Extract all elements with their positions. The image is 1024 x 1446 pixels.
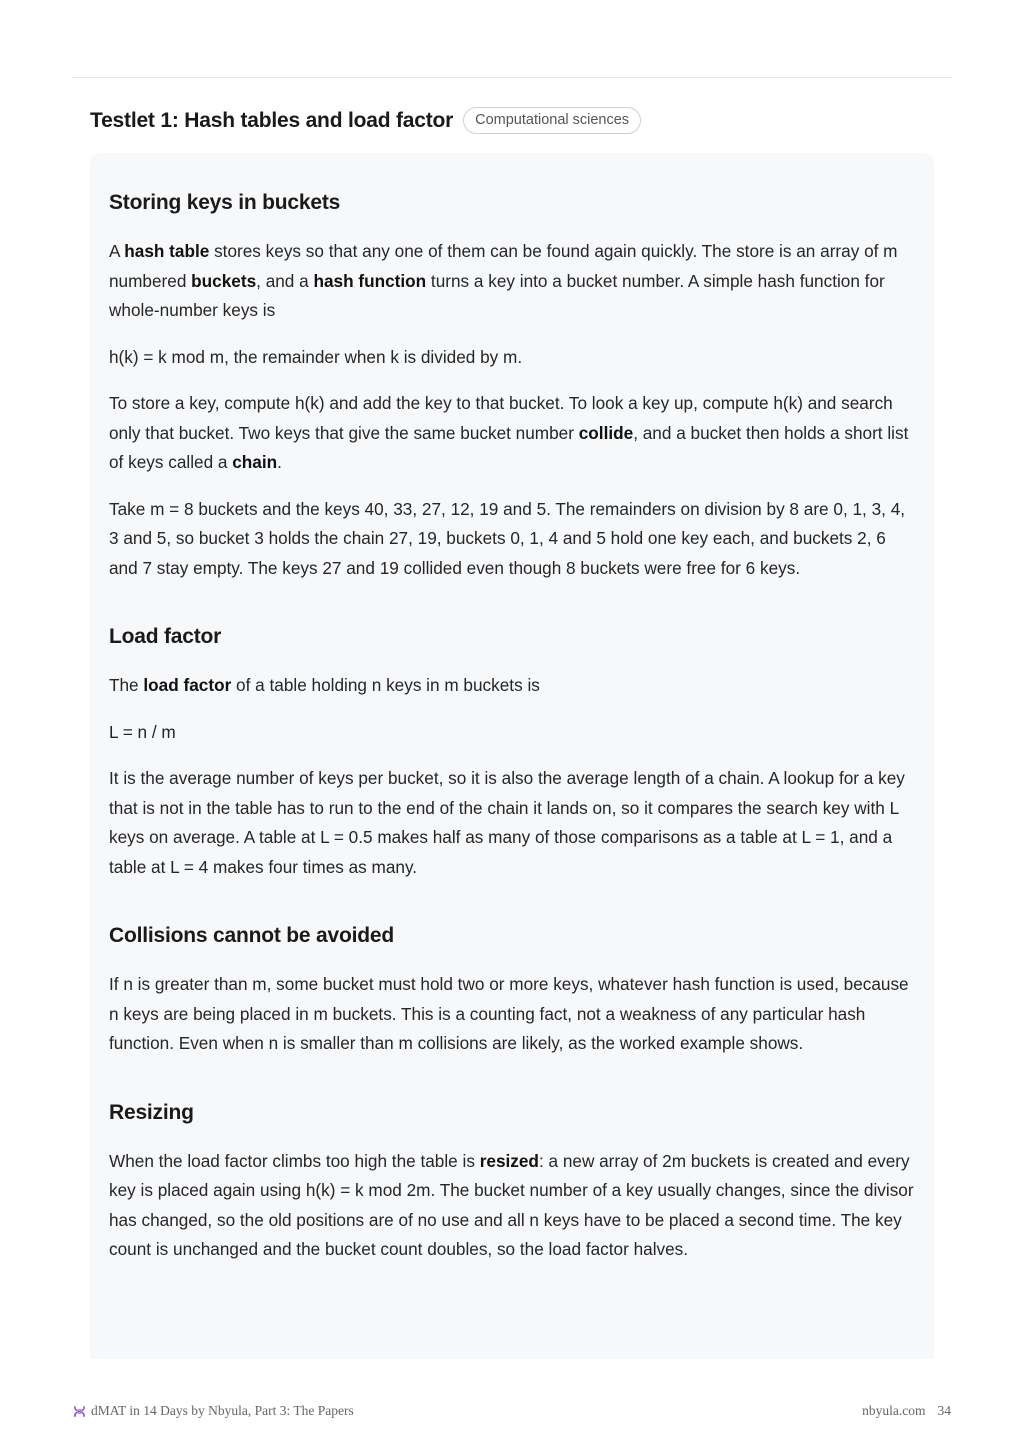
bold-term: hash table [124,241,210,261]
text-run: It is the average number of keys per bucket, so it is also the average length of a chain. A lookup for a key that is not in the table has to run to the end of the chain it lands on, so it compares the search key with L keys on average. A table at L = 0.5 makes half as many of those comparisons as a table at L = 1, and a table at L = 4 makes four times as many. [109,768,905,877]
bold-term: buckets [191,270,257,291]
testlet-header [90,107,641,134]
paragraph [109,495,915,584]
text-run: . [277,452,282,472]
text-run: h(k) = k mod m, the remainder when k is divided by m. [109,346,523,367]
paragraph [109,718,915,748]
section-heading: Collisions cannot be avoided [109,924,394,947]
paragraph [109,1147,915,1265]
paragraph [109,389,915,478]
subject-tag: Computational sciences [463,107,641,134]
text-run: turns a key into a bucket number. A simple hash function for whole-number keys is [109,270,885,320]
paragraph [109,671,915,701]
section-heading: Load factor [109,625,222,648]
text-run: stores keys so that any one of them can be found again quickly. The store is an array of m numbered [109,241,898,291]
text-run: , and a [256,270,314,291]
footer-meta [862,1403,951,1419]
section-heading: Resizing [109,1100,194,1124]
footer-book-title: dMAT in 14 Days by Nbyula, Part 3: The Papers [91,1403,354,1418]
nbyula-logo-icon [72,1404,87,1419]
paragraph [109,970,915,1059]
footer-site[interactable]: nbyula.com [862,1403,926,1418]
text-run: When the load factor climbs too high the table is [109,1150,480,1171]
text-run: A [109,241,125,261]
paragraph [109,343,915,373]
text-run: Take m = 8 buckets and the keys 40, 33, 27, 12, 19 and 5. The remainders on division by 8 are 0, 1, 3, 4, 3 and 5, so bucket 3 holds the chain 27, 19, buckets 0, 1, 4 and 5 hold one key each, and buckets 2, 6 and 7 stay empty. The keys 27 and 19 collided even though 8 buckets were free for 6 keys. [109,498,906,578]
text-run: L = n / m [109,721,176,742]
header-divider [72,77,952,78]
text-run: To store a key, compute h(k) and add the key to that bucket. To look a key up, compute h(k) and search only that bucket. Two keys that give the same bucket number [109,393,893,443]
paragraph [109,764,915,882]
bold-term: collide [578,422,634,443]
bold-term: load factor [143,675,232,695]
bold-term: resized [479,1150,539,1171]
section-heading: Storing keys in buckets [109,191,341,214]
text-run: of a table holding n keys in m buckets is [231,675,540,695]
text-run: : a new array of 2m buckets is created and every key is placed again using h(k) = k mod 2m. The bucket number of a key usually changes, since the divisor has changed, so the old positions are of no use and all n keys have to be placed a second time. The key count is unchanged and the bucket count doubles, so the load factor halves. [109,1150,914,1259]
page-number: 34 [937,1403,951,1418]
text-run: , and a bucket then holds a short list of keys called a [109,422,909,472]
bold-term: chain [232,452,278,472]
footer-book [72,1403,354,1419]
bold-term: hash function [313,270,427,291]
text-run: The [109,675,144,695]
testlet-title: Testlet 1: Hash tables and load factor [90,108,454,132]
passage-panel [90,153,934,1359]
paragraph [109,237,915,326]
text-run: If n is greater than m, some bucket must hold two or more keys, whatever hash function is used, because n keys are being placed in m buckets. This is a counting fact, not a weakness of any particular hash function. Even when n is smaller than m collisions are likely, as the worked example shows. [109,974,909,1053]
